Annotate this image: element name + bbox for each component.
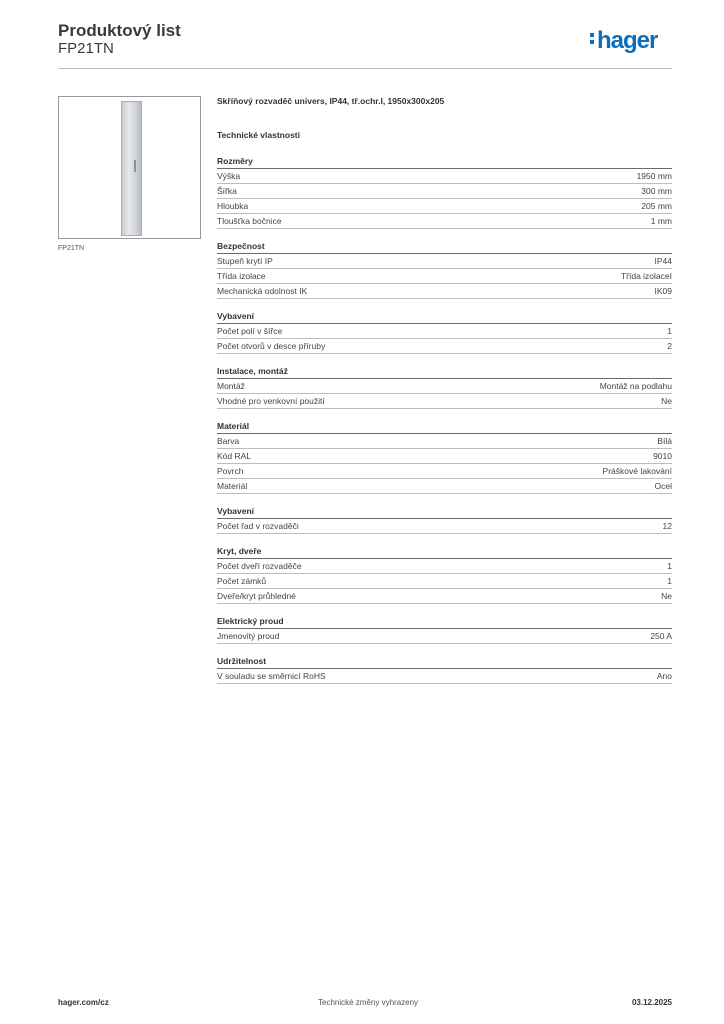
section-title: Vybavení — [217, 310, 672, 324]
spec-row — [217, 589, 672, 604]
section-title: Materiál — [217, 420, 672, 434]
product-description: Skříňový rozvaděč univers, IP44, tř.ochr.I, 1950x300x205 — [217, 96, 445, 106]
spec-row — [217, 669, 672, 684]
spec-label: Kód RAL — [217, 451, 252, 461]
spec-section — [217, 365, 672, 409]
spec-value: 1 — [667, 576, 672, 586]
spec-value: Bílá — [657, 436, 672, 446]
section-title: Kryt, dveře — [217, 545, 672, 559]
spec-value: 1950 mm — [636, 171, 672, 181]
spec-label: Počet polí v šířce — [217, 326, 283, 336]
section-title: Elektrický proud — [217, 615, 672, 629]
spec-label: Tloušťka bočnice — [217, 216, 282, 226]
spec-value: IP44 — [654, 256, 672, 266]
spec-row — [217, 254, 672, 269]
header-divider — [58, 68, 672, 69]
footer-disclaimer: Technické změny vyhrazeny — [318, 998, 419, 1007]
tech-properties-title: Technické vlastnosti — [217, 130, 300, 140]
spec-value: Ocel — [654, 481, 672, 491]
spec-row — [217, 214, 672, 229]
spec-row — [217, 449, 672, 464]
spec-value: 1 — [667, 561, 672, 571]
spec-row — [217, 284, 672, 299]
spec-row — [217, 184, 672, 199]
section-title: Udržitelnost — [217, 655, 672, 669]
spec-row — [217, 394, 672, 409]
spec-section — [217, 615, 672, 644]
spec-section — [217, 545, 672, 604]
spec-section — [217, 655, 672, 684]
spec-label: Stupeň krytí IP — [217, 256, 273, 266]
spec-value: Třída izolaceI — [620, 271, 672, 281]
product-code: FP21TN — [58, 40, 114, 57]
spec-label: Materiál — [217, 481, 248, 491]
spec-label: Třída izolace — [217, 271, 266, 281]
spec-row — [217, 629, 672, 644]
spec-value: 1 — [667, 326, 672, 336]
spec-value: 300 mm — [641, 186, 672, 196]
page-title: Produktový list — [58, 21, 181, 40]
spec-section — [217, 505, 672, 534]
section-title: Instalace, montáž — [217, 365, 672, 379]
footer-date: 03.12.2025 — [631, 998, 672, 1007]
spec-row — [217, 324, 672, 339]
spec-value: 205 mm — [641, 201, 672, 211]
spec-row — [217, 379, 672, 394]
spec-section — [217, 240, 672, 299]
spec-section — [217, 420, 672, 494]
spec-row — [217, 559, 672, 574]
spec-label: Vhodné pro venkovní použití — [217, 396, 325, 406]
spec-label: Dveře/kryt průhledné — [217, 591, 296, 601]
spec-value: Montáž na podlahu — [599, 381, 672, 391]
spec-value: 1 mm — [650, 216, 672, 226]
spec-label: Počet otvorů v desce příruby — [217, 341, 326, 351]
spec-label: Počet dveří rozvaděče — [217, 561, 302, 571]
spec-value: 250 A — [650, 631, 672, 641]
spec-value: Ne — [661, 591, 672, 601]
footer-website-link[interactable]: hager.com/cz — [58, 998, 109, 1007]
spec-label: V souladu se směrnicí RoHS — [217, 671, 326, 681]
spec-label: Mechanická odolnost IK — [217, 286, 308, 296]
spec-label: Jmenovitý proud — [217, 631, 280, 641]
product-image — [58, 96, 201, 239]
spec-value: 12 — [662, 521, 672, 531]
spec-section — [217, 310, 672, 354]
logo-dots-icon — [590, 30, 595, 47]
spec-row — [217, 169, 672, 184]
spec-row — [217, 479, 672, 494]
spec-value: 9010 — [653, 451, 672, 461]
spec-value: Práškové lakování — [602, 466, 672, 476]
spec-label: Počet řad v rozvaděči — [217, 521, 299, 531]
section-title: Rozměry — [217, 155, 672, 169]
hager-logo[interactable] — [590, 27, 657, 55]
spec-label: Povrch — [217, 466, 244, 476]
spec-sections — [217, 155, 672, 684]
logo-text: hager — [597, 27, 658, 54]
spec-label: Výška — [217, 171, 241, 181]
spec-label: Šířka — [217, 186, 237, 196]
spec-content — [217, 96, 672, 684]
spec-section — [217, 155, 672, 229]
spec-label: Hloubka — [217, 201, 249, 211]
spec-row — [217, 434, 672, 449]
spec-row — [217, 464, 672, 479]
cabinet-icon — [121, 101, 142, 236]
spec-value: 2 — [667, 341, 672, 351]
spec-row — [217, 269, 672, 284]
spec-label: Montáž — [217, 381, 245, 391]
image-caption: FP21TN — [58, 245, 85, 252]
spec-row — [217, 574, 672, 589]
spec-value: Ne — [661, 396, 672, 406]
spec-label: Počet zámků — [217, 576, 267, 586]
section-title: Bezpečnost — [217, 240, 672, 254]
spec-value: Ano — [656, 671, 672, 681]
spec-row — [217, 339, 672, 354]
spec-row — [217, 199, 672, 214]
spec-value: IK09 — [654, 286, 672, 296]
section-title: Vybavení — [217, 505, 672, 519]
spec-label: Barva — [217, 436, 240, 446]
spec-row — [217, 519, 672, 534]
